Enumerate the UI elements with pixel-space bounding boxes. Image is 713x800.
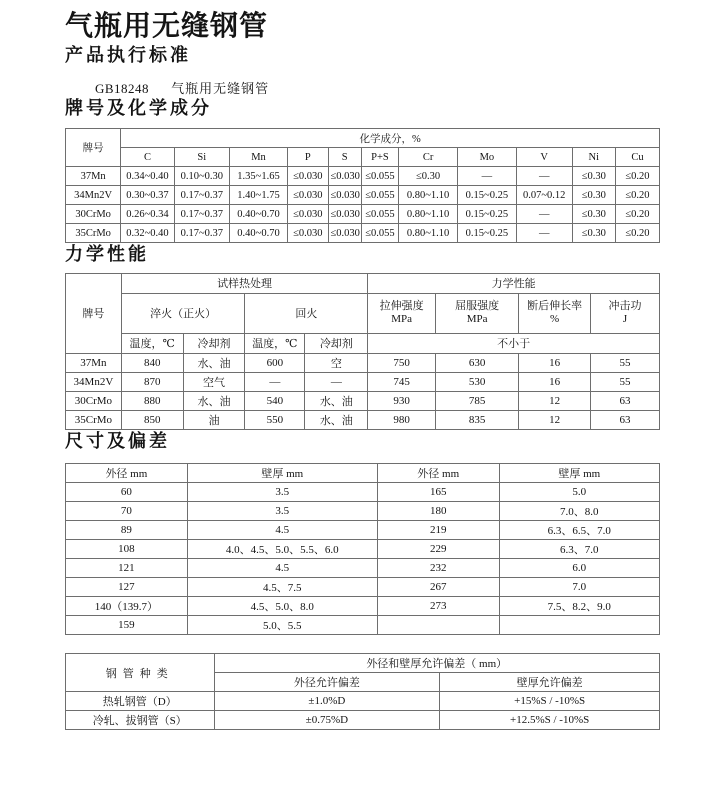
table-cell: ≤0.20	[615, 186, 659, 205]
table-cell: 5.0	[499, 483, 659, 502]
column-header-temp: 温度，℃	[245, 333, 305, 353]
table-row	[66, 148, 660, 167]
table-row	[66, 540, 660, 559]
table-cell: —	[516, 167, 572, 186]
grade-cell: 37Mn	[66, 167, 121, 186]
table-cell: 835	[436, 410, 519, 429]
table-cell: 840	[121, 353, 183, 372]
table-cell: 空气	[183, 372, 245, 391]
table-cell: ≤0.30	[572, 167, 615, 186]
column-header-wt: 壁厚 mm	[187, 464, 377, 483]
table-row	[66, 464, 660, 483]
table-cell: 7.0、8.0	[499, 502, 659, 521]
table-cell: ≤0.030	[288, 224, 328, 243]
table-cell: 540	[245, 391, 305, 410]
column-header: V	[516, 148, 572, 167]
table-row	[66, 502, 660, 521]
column-header: P+S	[361, 148, 398, 167]
table-cell: 3.5	[187, 483, 377, 502]
grade-cell: 37Mn	[66, 353, 122, 372]
table-row	[66, 711, 660, 730]
table-cell: 219	[377, 521, 499, 540]
table-cell: ±0.75%D	[214, 711, 440, 730]
table-cell: 7.5、8.2、9.0	[499, 597, 659, 616]
table-row	[66, 391, 660, 410]
table-cell: 6.0	[499, 559, 659, 578]
table-cell: —	[457, 167, 516, 186]
column-header: C	[121, 148, 174, 167]
table-cell: ≤0.30	[572, 186, 615, 205]
table-cell: ≤0.030	[328, 224, 361, 243]
column-header-elongation: 断后伸长率 %	[519, 293, 591, 333]
table-cell: 108	[66, 540, 188, 559]
table-cell: 0.30~0.37	[121, 186, 174, 205]
column-header-not-less-than: 不小于	[368, 333, 660, 353]
table-row	[66, 616, 660, 635]
column-header-impact: 冲击功 J	[591, 293, 660, 333]
column-header: Si	[174, 148, 229, 167]
grade-cell: 30CrMo	[66, 391, 122, 410]
table-row	[66, 578, 660, 597]
table-cell: 3.5	[187, 502, 377, 521]
table-cell: 89	[66, 521, 188, 540]
table-cell: ≤0.055	[361, 224, 398, 243]
table-cell: 12	[519, 410, 591, 429]
table-cell: 127	[66, 578, 188, 597]
table-cell: 6.3、7.0	[499, 540, 659, 559]
table-cell: ≤0.030	[328, 167, 361, 186]
table-cell: —	[305, 372, 368, 391]
table-cell: —	[245, 372, 305, 391]
table-cell: ≤0.055	[361, 167, 398, 186]
table-row	[66, 410, 660, 429]
table-cell: 6.3、6.5、7.0	[499, 521, 659, 540]
table-cell: 229	[377, 540, 499, 559]
table-cell: 0.32~0.40	[121, 224, 174, 243]
table-cell: 1.40~1.75	[229, 186, 287, 205]
column-header-temper: 回火	[245, 293, 368, 333]
table-cell: 273	[377, 597, 499, 616]
table-cell: 0.34~0.40	[121, 167, 174, 186]
table-cell: ≤0.030	[288, 205, 328, 224]
table-cell: 530	[436, 372, 519, 391]
table-cell: 水、油	[183, 353, 245, 372]
grade-cell: 34Mn2V	[66, 372, 122, 391]
column-header-coolant: 冷却剂	[305, 333, 368, 353]
table-cell: ≤0.030	[288, 186, 328, 205]
table-cell	[499, 616, 659, 635]
table-cell: 4.5、5.0、8.0	[187, 597, 377, 616]
table-row	[66, 333, 660, 353]
table-cell: 水、油	[305, 391, 368, 410]
column-header: Cu	[615, 148, 659, 167]
table-cell: 油	[183, 410, 245, 429]
table-cell: 55	[591, 353, 660, 372]
standard-name: 气瓶用无缝钢管	[171, 80, 270, 96]
column-header-tensile: 拉伸强度 MPa	[368, 293, 436, 333]
table-row	[66, 692, 660, 711]
chemical-composition-table	[65, 128, 660, 243]
table-row	[66, 167, 660, 186]
table-cell: 4.0、4.5、5.0、5.5、6.0	[187, 540, 377, 559]
table-cell: 0.15~0.25	[457, 224, 516, 243]
grade-cell: 35CrMo	[66, 224, 121, 243]
table-cell: 0.15~0.25	[457, 186, 516, 205]
table-row	[66, 559, 660, 578]
section-heading-mechanical: 力学性能	[65, 244, 149, 265]
table-row	[66, 353, 660, 372]
table-cell: ≤0.030	[328, 186, 361, 205]
table-cell: ≤0.030	[328, 205, 361, 224]
section-heading-dimensions: 尺寸及偏差	[65, 430, 170, 451]
table-cell: 980	[368, 410, 436, 429]
table-cell: 空	[305, 353, 368, 372]
table-cell: 232	[377, 559, 499, 578]
column-header: Cr	[399, 148, 458, 167]
table-cell: 0.80~1.10	[399, 205, 458, 224]
table-cell: 267	[377, 578, 499, 597]
table-cell: 0.40~0.70	[229, 205, 287, 224]
column-header-grade: 牌号	[66, 273, 122, 353]
column-header-od: 外径 mm	[377, 464, 499, 483]
table-cell: 750	[368, 353, 436, 372]
table-cell: 0.40~0.70	[229, 224, 287, 243]
table-cell: 7.0	[499, 578, 659, 597]
table-cell: 冷轧、拔钢管（S）	[66, 711, 215, 730]
table-cell: 0.15~0.25	[457, 205, 516, 224]
table-cell: 0.80~1.10	[399, 186, 458, 205]
table-cell: +12.5%S / -10%S	[440, 711, 660, 730]
table-cell: ≤0.055	[361, 205, 398, 224]
table-cell: 870	[121, 372, 183, 391]
table-cell: 165	[377, 483, 499, 502]
column-header-temp: 温度，℃	[121, 333, 183, 353]
table-cell: 16	[519, 353, 591, 372]
table-row	[66, 597, 660, 616]
column-header-wt: 壁厚 mm	[499, 464, 659, 483]
table-cell: 12	[519, 391, 591, 410]
column-header-group: 化学成分，%	[121, 129, 660, 148]
table-cell: 水、油	[305, 410, 368, 429]
table-cell: 70	[66, 502, 188, 521]
table-cell: 0.10~0.30	[174, 167, 229, 186]
table-cell: ±1.0%D	[214, 692, 440, 711]
column-header: Mn	[229, 148, 287, 167]
table-cell: 63	[591, 410, 660, 429]
page-title: 气瓶用无缝钢管	[65, 11, 269, 42]
table-cell: ≤0.30	[399, 167, 458, 186]
standard-line	[95, 78, 660, 97]
dimensions-table	[65, 463, 660, 635]
table-cell: 4.5	[187, 521, 377, 540]
table-cell: 180	[377, 502, 499, 521]
column-header-wt-tolerance: 壁厚允许偏差	[440, 673, 660, 692]
table-cell: 16	[519, 372, 591, 391]
column-header: P	[288, 148, 328, 167]
table-cell: +15%S / -10%S	[440, 692, 660, 711]
grade-cell: 30CrMo	[66, 205, 121, 224]
tolerance-table	[65, 653, 660, 730]
table-cell: 850	[121, 410, 183, 429]
column-header-grade: 牌号	[66, 129, 121, 167]
table-row	[66, 654, 660, 673]
column-header: Ni	[572, 148, 615, 167]
table-row	[66, 224, 660, 243]
table-row	[66, 483, 660, 502]
table-cell: 60	[66, 483, 188, 502]
table-cell: 0.17~0.37	[174, 205, 229, 224]
standard-code: GB18248	[95, 80, 150, 96]
table-row	[66, 205, 660, 224]
table-cell: 140（139.7）	[66, 597, 188, 616]
table-cell: 121	[66, 559, 188, 578]
table-row	[66, 521, 660, 540]
table-cell: 55	[591, 372, 660, 391]
table-cell: —	[516, 224, 572, 243]
table-cell: 1.35~1.65	[229, 167, 287, 186]
section-heading-standard: 产品执行标准	[65, 44, 191, 65]
table-cell: ≤0.030	[288, 167, 328, 186]
column-header-properties: 力学性能	[368, 273, 660, 293]
table-cell: 159	[66, 616, 188, 635]
column-header-tube-type: 钢管种类	[66, 654, 215, 692]
table-cell: 4.5、7.5	[187, 578, 377, 597]
table-row	[66, 293, 660, 333]
table-cell: 热轧钢管（D）	[66, 692, 215, 711]
table-cell: ≤0.20	[615, 167, 659, 186]
table-row	[66, 273, 660, 293]
table-cell: 63	[591, 391, 660, 410]
grade-cell: 34Mn2V	[66, 186, 121, 205]
table-cell: 630	[436, 353, 519, 372]
table-cell: 0.07~0.12	[516, 186, 572, 205]
table-cell: ≤0.20	[615, 224, 659, 243]
table-row	[66, 186, 660, 205]
section-heading-chemistry: 牌号及化学成分	[65, 97, 212, 118]
table-cell: 745	[368, 372, 436, 391]
table-cell: 0.17~0.37	[174, 186, 229, 205]
table-cell: ≤0.20	[615, 205, 659, 224]
column-header-coolant: 冷却剂	[183, 333, 245, 353]
column-header: Mo	[457, 148, 516, 167]
table-cell: 0.26~0.34	[121, 205, 174, 224]
table-cell: 水、油	[183, 391, 245, 410]
table-cell: 5.0、5.5	[187, 616, 377, 635]
table-cell: —	[516, 205, 572, 224]
table-cell: 550	[245, 410, 305, 429]
column-header-yield: 屈服强度 MPa	[436, 293, 519, 333]
column-header-heat-treatment: 试样热处理	[121, 273, 367, 293]
table-row	[66, 129, 660, 148]
column-header-quench: 淬火（正火）	[121, 293, 245, 333]
mechanical-properties-table	[65, 273, 660, 430]
column-header: S	[328, 148, 361, 167]
table-cell: 0.17~0.37	[174, 224, 229, 243]
table-cell: ≤0.055	[361, 186, 398, 205]
table-cell: ≤0.30	[572, 205, 615, 224]
table-cell: 0.80~1.10	[399, 224, 458, 243]
table-cell: 880	[121, 391, 183, 410]
table-row	[66, 372, 660, 391]
table-cell: 600	[245, 353, 305, 372]
table-cell: 930	[368, 391, 436, 410]
column-header-od-tolerance: 外径允许偏差	[214, 673, 440, 692]
table-cell	[377, 616, 499, 635]
table-cell: 785	[436, 391, 519, 410]
column-header-tolerance-group: 外径和壁厚允许偏差（ mm）	[214, 654, 660, 673]
table-cell: 4.5	[187, 559, 377, 578]
column-header-od: 外径 mm	[66, 464, 188, 483]
table-cell: ≤0.30	[572, 224, 615, 243]
grade-cell: 35CrMo	[66, 410, 122, 429]
